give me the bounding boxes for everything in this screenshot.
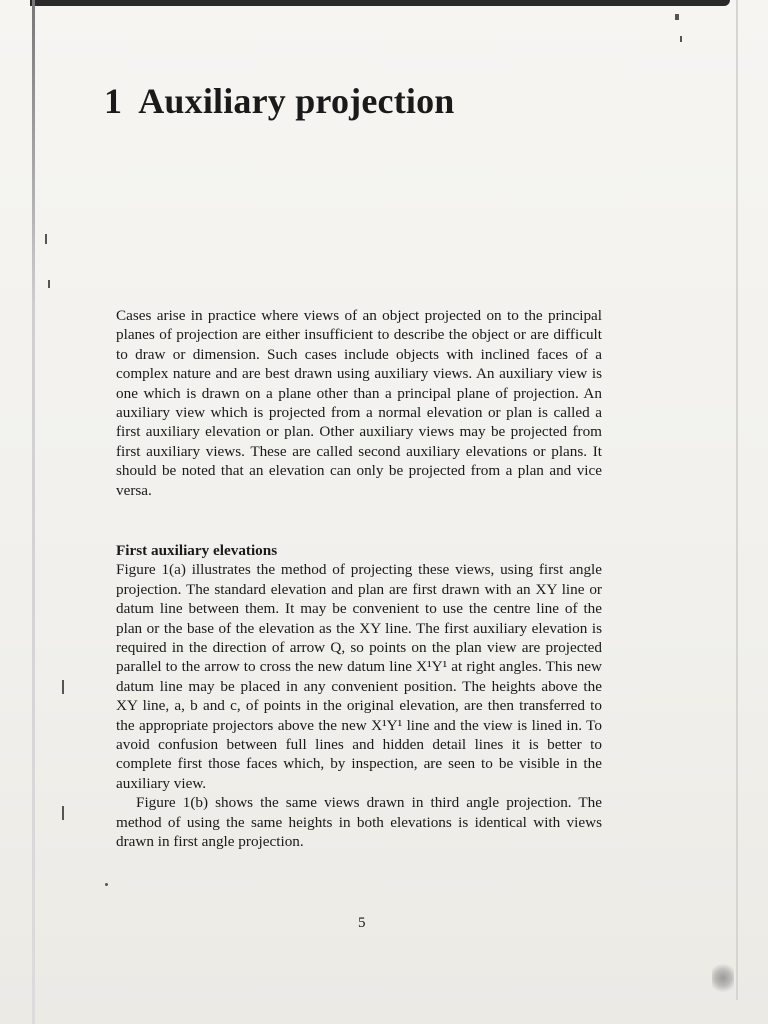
section-first-auxiliary-elevations [116,541,602,852]
scan-mark [48,280,50,288]
section-heading: First auxiliary elevations [116,542,278,559]
corner-smudge [712,962,734,994]
section-paragraph-1: Figure 1(a) illustrates the method of projecting these views, using first angle projection. The standard elevation and plan are first drawn with an XY line or datum line between them. It may be convenient to use the centre line of the plan or the base of the elevation as the XY line. The first auxiliary elevation is required in the direction of arrow Q, so points on the plan view are projected parallel to the arrow to cross the new datum line X¹Y¹ at right angles. This new datum line may be placed in any convenient position. The heights above the XY line, a, b and c, of points in the original elevation, are then transferred to the appropriate projectors above the new X¹Y¹ line and the view is lined in. To avoid confusion between full lines and hidden detail lines it is better to complete first those faces which, by inspection, are seen to be visible in the auxiliary view. [116,561,602,792]
chapter-title [104,80,455,122]
page-right-edge [736,0,738,1000]
intro-paragraph: Cases arise in practice where views of an object projected on to the principal planes of projection are either insufficient to describe the object or are difficult to draw or dimension. Such cases include objects with inclined faces of a complex nature and are best drawn using auxiliary views. An auxiliary view is one which is drawn on a plane other than a principal plane of projection. An auxiliary view which is projected from a normal elevation or plan is called a first auxiliary elevation or plan. Other auxiliary views may be projected from first auxiliary views. These are called second auxiliary elevations or plans. It should be noted that an elevation can only be projected from a plan and vice versa. [116,307,602,499]
scan-mark [105,883,108,886]
page-top-edge-shadow [30,0,730,6]
scan-mark [675,14,679,20]
scan-mark [45,234,47,244]
scan-mark [680,36,682,42]
page-number: 5 [358,915,366,931]
chapter-title-text: Auxiliary projection [138,81,455,121]
page-binding-edge [32,0,35,1024]
scan-mark [62,806,64,820]
chapter-number: 1 [104,81,123,121]
scan-mark [62,680,64,694]
section-paragraph-2: Figure 1(b) shows the same views drawn in third angle projection. The method of using the same heights in both elevations is identical with views drawn in first angle projection. [116,794,602,851]
